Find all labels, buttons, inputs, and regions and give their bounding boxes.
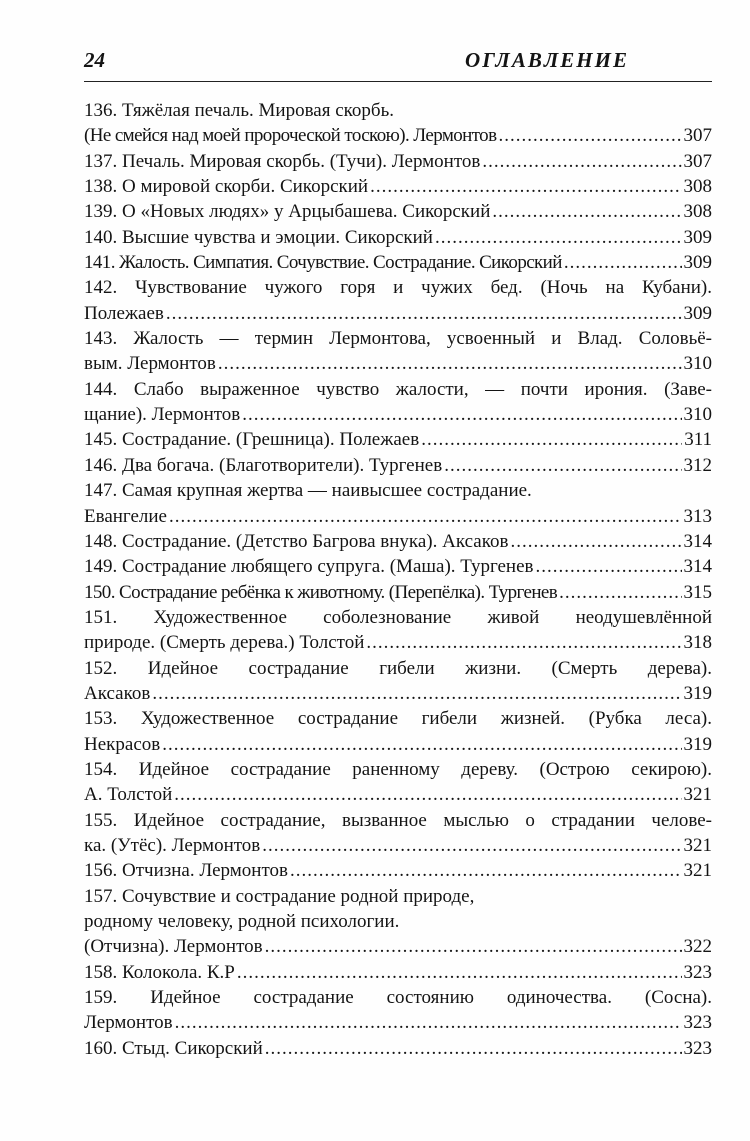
toc-line — [84, 529, 712, 554]
dot-leader — [366, 630, 681, 655]
toc-entry — [84, 960, 712, 985]
dot-leader — [262, 833, 681, 858]
toc-page-number: 319 — [683, 682, 712, 704]
toc-page-number: 315 — [683, 581, 712, 603]
toc-entry — [84, 1036, 712, 1061]
toc-text: 157. Сочувствие и сострадание родной природе, — [84, 885, 475, 907]
toc-text: родному человеку, родной психологии. — [84, 911, 400, 932]
toc-line — [84, 250, 712, 275]
dot-leader — [498, 123, 681, 148]
toc-entry — [84, 174, 712, 199]
toc-text: природе. (Смерть дерева.) Толстой — [84, 632, 365, 654]
toc-line — [84, 149, 712, 174]
toc-text: щание). Лермонтов — [84, 404, 241, 426]
toc-text: 156. Отчизна. Лермонтов — [84, 860, 288, 882]
dot-leader — [166, 301, 682, 326]
toc-line — [84, 174, 712, 199]
toc-page-number: 308 — [683, 201, 712, 223]
toc-line — [84, 782, 712, 807]
dot-leader — [510, 529, 681, 554]
dot-leader — [290, 858, 682, 883]
toc-page-number: 310 — [683, 404, 712, 426]
page-title: ОГЛАВЛЕНИЕ — [465, 48, 629, 72]
toc-text: 158. Колокола. К.Р — [84, 961, 235, 983]
toc-line — [84, 580, 712, 605]
dot-leader — [265, 934, 682, 959]
toc-text: 146. Два богача. (Благотворители). Тургенев — [84, 454, 443, 476]
toc-text: (Не смейся над моей пророческой тоскою). Лермонтов — [84, 125, 497, 147]
toc-line — [84, 301, 712, 326]
dot-leader — [242, 402, 681, 427]
toc-page-number: 321 — [683, 834, 712, 856]
toc-page-number: 308 — [683, 176, 712, 198]
toc-text: 155. Идейное сострадание, вызванное мыслью о страдании челове- — [84, 809, 712, 831]
toc-text: 160. Стыд. Сикорский — [84, 1037, 263, 1059]
table-of-contents — [84, 98, 712, 1061]
toc-entry — [84, 377, 712, 428]
toc-line — [84, 225, 712, 250]
toc-text: Лермонтов — [84, 1012, 173, 1034]
toc-entry — [84, 529, 712, 554]
toc-entry — [84, 580, 712, 605]
toc-line — [84, 681, 712, 706]
toc-text: 140. Высшие чувства и эмоции. Сикорский — [84, 226, 433, 248]
toc-line — [84, 934, 712, 959]
toc-text: 149. Сострадание любящего супруга. (Маша). Тургенев — [84, 556, 534, 578]
toc-page-number: 321 — [683, 860, 712, 882]
toc-page-number: 322 — [683, 936, 712, 958]
toc-text: ка. (Утёс). Лермонтов — [84, 834, 261, 856]
toc-entry — [84, 554, 712, 579]
toc-page-number: 311 — [684, 429, 712, 451]
toc-entry — [84, 656, 712, 707]
toc-page-number: 310 — [683, 353, 712, 375]
toc-text: 136. Тяжёлая печаль. Мировая скорбь. — [84, 100, 395, 121]
toc-text: 147. Самая крупная жертва — наивысшее сострадание. — [84, 480, 532, 502]
toc-text: 142. Чувствование чужого горя и чужих бед. (Ночь на Кубани). — [84, 277, 712, 299]
dot-leader — [559, 580, 681, 605]
toc-entry — [84, 884, 712, 960]
toc-text: 139. О «Новых людях» у Арцыбашева. Сикорский — [84, 201, 491, 223]
dot-leader — [169, 504, 682, 529]
toc-entry — [84, 808, 712, 859]
toc-entry — [84, 225, 712, 250]
dot-leader — [237, 960, 682, 985]
toc-text: 151. Художественное соболезнование живой неодушевлённой — [84, 606, 712, 628]
dot-leader — [536, 554, 682, 579]
toc-text: Аксаков — [84, 682, 151, 704]
toc-line — [84, 199, 712, 224]
toc-text: вым. Лермонтов — [84, 353, 216, 375]
toc-line — [84, 833, 712, 858]
toc-line — [84, 554, 712, 579]
toc-text: 153. Художественное сострадание гибели жизней. (Рубка леса). — [84, 708, 712, 730]
toc-text: 141. Жалость. Симпатия. Сочувствие. Сострадание. Сикорский — [84, 252, 562, 274]
toc-text: 159. Идейное сострадание состоянию одиночества. (Сосна). — [84, 987, 712, 1009]
toc-text: Некрасов — [84, 733, 161, 755]
dot-leader — [492, 199, 681, 224]
toc-page-number: 318 — [683, 632, 712, 654]
toc-entry — [84, 427, 712, 452]
toc-line — [84, 504, 712, 529]
toc-page-number: 313 — [683, 505, 712, 527]
toc-text: 138. О мировой скорби. Сикорский — [84, 176, 369, 198]
toc-text: Евангелие — [84, 505, 167, 527]
dot-leader — [174, 782, 681, 807]
toc-line — [84, 453, 712, 478]
toc-page-number: 323 — [683, 1012, 712, 1034]
header-divider — [84, 81, 712, 82]
toc-line — [84, 402, 712, 427]
toc-line — [84, 123, 712, 148]
toc-page-number: 309 — [683, 302, 712, 324]
toc-entry — [84, 757, 712, 808]
toc-entry — [84, 275, 712, 326]
dot-leader — [421, 427, 682, 452]
dot-leader — [265, 1036, 682, 1061]
toc-text: 143. Жалость — термин Лермонтова, усвоенный и Влад. Соловьё- — [84, 328, 712, 350]
toc-entry — [84, 478, 712, 529]
toc-text: 152. Идейное сострадание гибели жизни. (Смерть дерева). — [84, 657, 712, 679]
toc-page-number: 307 — [683, 150, 712, 172]
toc-entry — [84, 199, 712, 224]
toc-text: 150. Сострадание ребёнка к животному. (Перепёлка). Тургенев — [84, 581, 558, 603]
toc-line — [84, 351, 712, 376]
toc-text: 137. Печаль. Мировая скорбь. (Тучи). Лермонтов — [84, 150, 481, 172]
toc-text: А. Толстой — [84, 784, 173, 806]
toc-page-number: 321 — [683, 784, 712, 806]
dot-leader — [152, 681, 681, 706]
toc-page-number: 319 — [683, 733, 712, 755]
toc-entry — [84, 985, 712, 1036]
page-number: 24 — [84, 48, 105, 72]
running-header — [84, 46, 712, 80]
toc-entry — [84, 858, 712, 883]
dot-leader — [370, 174, 681, 199]
toc-text: Полежаев — [84, 302, 164, 324]
toc-text: (Отчизна). Лермонтов — [84, 936, 263, 958]
toc-text: 148. Сострадание. (Детство Багрова внука). Аксаков — [84, 530, 509, 552]
toc-line — [84, 858, 712, 883]
dot-leader — [435, 225, 682, 250]
toc-line — [84, 960, 712, 985]
toc-text: 154. Идейное сострадание раненному дереву. (Острою секирою). — [84, 758, 712, 780]
toc-page-number: 312 — [683, 454, 712, 476]
toc-page-number: 314 — [683, 530, 712, 552]
toc-page-number: 309 — [683, 226, 712, 248]
dot-leader — [218, 351, 682, 376]
dot-leader — [175, 1010, 682, 1035]
toc-line — [84, 732, 712, 757]
toc-page-number: 307 — [683, 125, 712, 147]
toc-entry — [84, 453, 712, 478]
dot-leader — [482, 149, 681, 174]
toc-line — [84, 630, 712, 655]
dot-leader — [444, 453, 681, 478]
toc-entry — [84, 605, 712, 656]
toc-text: 145. Сострадание. (Грешница). Полежаев — [84, 429, 420, 451]
toc-entry — [84, 98, 712, 149]
toc-text: 144. Слабо выраженное чувство жалости, — почти ирония. (Заве- — [84, 378, 712, 400]
toc-line — [84, 427, 712, 452]
dot-leader — [162, 732, 681, 757]
toc-entry — [84, 706, 712, 757]
toc-entry — [84, 250, 712, 275]
toc-page-number: 323 — [683, 961, 712, 983]
dot-leader — [564, 250, 682, 275]
toc-entry — [84, 326, 712, 377]
toc-page-number: 309 — [683, 252, 712, 274]
toc-page-number: 314 — [683, 556, 712, 578]
toc-line — [84, 1010, 712, 1035]
toc-page-number: 323 — [683, 1037, 712, 1059]
toc-line — [84, 1036, 712, 1061]
toc-entry — [84, 149, 712, 174]
